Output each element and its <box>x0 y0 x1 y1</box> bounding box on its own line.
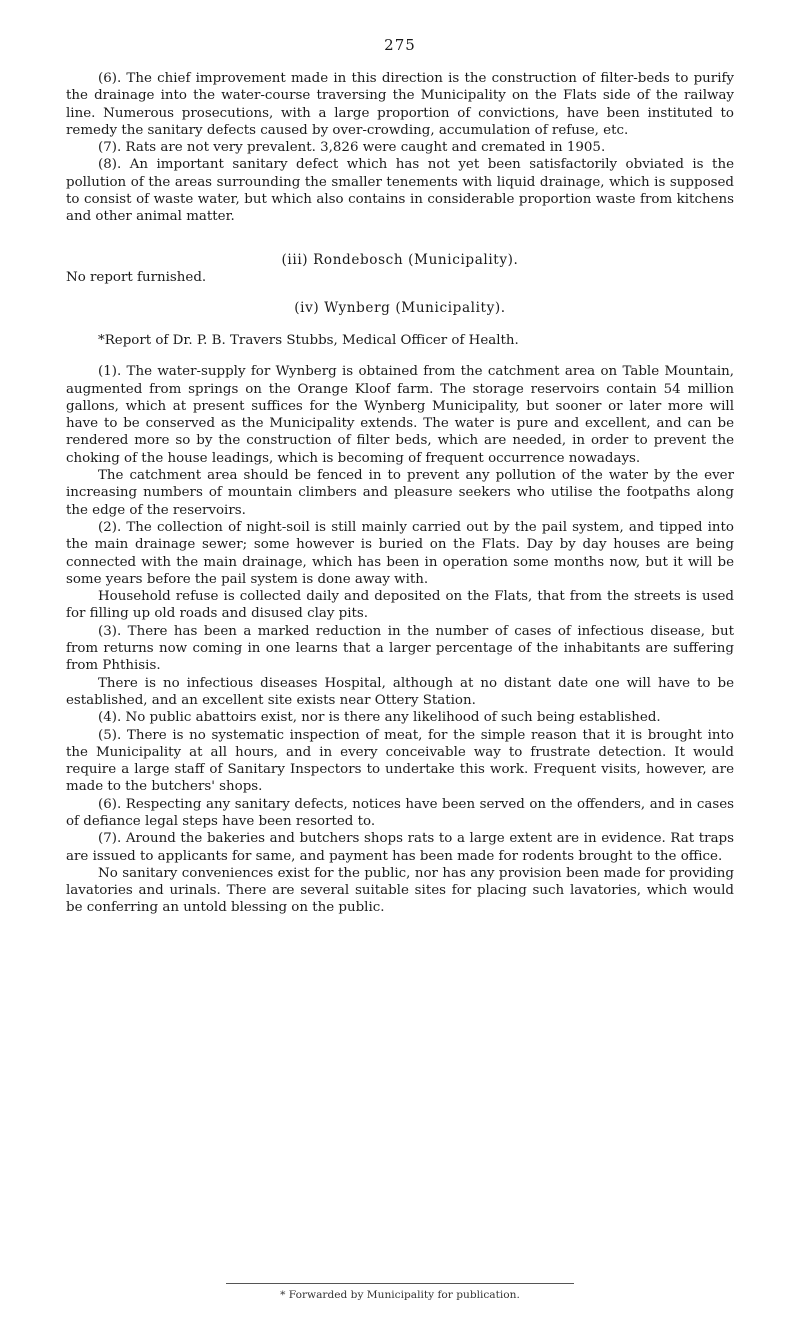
footnote-rule <box>226 1283 574 1284</box>
paragraph: (4). No public abattoirs exist, nor is there any likelihood of such being established. <box>98 710 661 726</box>
paragraph: (3). There has been a marked reduction in the number of cases of infectious disease, but from returns now coming in one learns that a larger percentage of the inhabitants are suffering from Phthisis. <box>66 623 734 674</box>
paragraph: The catchment area should be fenced in to prevent any pollution of the water by the ever increasing numbers of mountain climbers and pleasure seekers who utilise the footpaths along the edge of the reservoirs. <box>66 468 734 518</box>
paragraph: (6). The chief improvement made in this direction is the construction of filter-beds to purify the drainage into the water-course traversing the Municipality on the Flats side of the railway line. Numerous prosecutions, with a large proportion of convictions, have been instituted to remedy the sanitary defects caused by over-crowding, accumulation of refuse, etc. <box>66 71 734 138</box>
section-heading-wynberg: (iv) Wynberg (Municipality). <box>294 300 506 317</box>
paragraph: (5). There is no systematic inspection of meat, for the simple reason that it is brought into the Municipality at all hours, and in every conceivable way to frustrate detection. It would require a large staff of Sanitary Inspectors to undertake this work. Frequent visits, however, are made to the butchers' shops. <box>66 727 734 795</box>
paragraph: (7). Around the bakeries and butchers shops rats to a large extent are in evidence. Rat traps are issued to applicants for same, and payment has been made for rodents brought to the office. <box>66 831 734 864</box>
paragraph: (2). The collection of night-soil is still mainly carried out by the pail system, and tipped into the main drainage sewer; some however is buried on the Flats. Day by day houses are being connected with the main drainage, which has been in operation some months now, but it will be some years before the pail system is done away with. <box>66 519 734 587</box>
paragraph: No sanitary conveniences exist for the public, nor has any provision been made for providing lavatories and urinals. There are several suitable sites for placing such lavatories, which would be conferring an untold blessing on the public. <box>66 865 734 916</box>
footnote: * Forwarded by Municipality for publication. <box>280 1289 520 1301</box>
paragraph: (7). Rats are not very prevalent. 3,826 were caught and cremated in 1905. <box>98 140 606 156</box>
page-number: 275 <box>384 36 416 54</box>
paragraph: (8). An important sanitary defect which has not yet been satisfactorily obviated is the pollution of the areas surrounding the smaller tenements with liquid drainage, which is supposed to consist of waste water, but which also contains in considerable proportion waste from kitchens and other animal matter. <box>66 157 734 225</box>
document-body <box>66 70 734 917</box>
paragraph: (1). The water-supply for Wynberg is obtained from the catchment area on Table Mountain, augmented from springs on the Orange Kloof farm. The storage reservoirs contain 54 million gallons, which at present suffices for the Wynberg Municipality, but sooner or later more will have to be conserved as the Municipality extends. The water is pure and excellent, and can be rendered more so by the construction of filter beds, which are needed, in order to prevent the choking of the house leadings, which is becoming of frequent occurrence nowadays. <box>66 364 734 466</box>
paragraph: No report furnished. <box>66 270 207 286</box>
paragraph: (6). Respecting any sanitary defects, notices have been served on the offenders, and in cases of defiance legal steps have been resorted to. <box>66 796 734 829</box>
section-heading-rondebosch: (iii) Rondebosch (Municipality). <box>281 251 519 268</box>
paragraph: There is no infectious diseases Hospital, although at no distant date one will have to be established, and an excellent site exists near Ottery Station. <box>66 675 734 708</box>
paragraph: Household refuse is collected daily and deposited on the Flats, that from the streets is used for filling up old roads and disused clay pits. <box>66 589 734 622</box>
report-attribution: *Report of Dr. P. B. Travers Stubbs, Medical Officer of Health. <box>98 332 519 348</box>
